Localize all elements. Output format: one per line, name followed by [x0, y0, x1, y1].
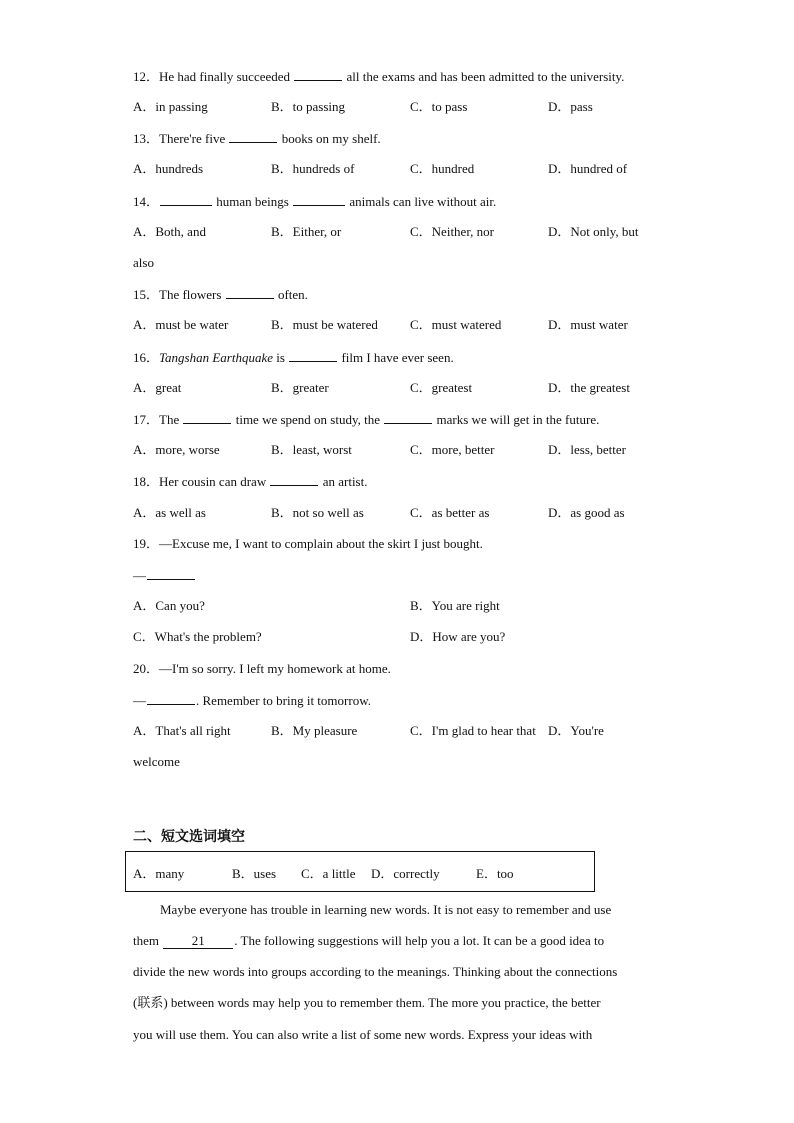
word-option-c: C．a little [301, 866, 356, 881]
question-text: all the exams and has been admitted to the university. [346, 69, 625, 84]
option-c[interactable]: C．must watered [410, 317, 502, 332]
option-c[interactable]: C．greatest [410, 380, 473, 395]
option-d[interactable]: D．the greatest [548, 380, 630, 395]
passage-line: Maybe everyone has trouble in learning new words. It is not easy to remember and use [160, 902, 612, 917]
question-20: 20．—I'm so sorry. I left my homework at home. [133, 661, 391, 676]
option-a[interactable]: A．hundreds [133, 161, 204, 176]
option-d[interactable]: D．How are you? [410, 629, 506, 644]
option-a[interactable]: A．in passing [133, 99, 208, 114]
option-a[interactable]: A．more, worse [133, 442, 220, 457]
dash: — [133, 693, 146, 708]
word-option-d: D．correctly [371, 866, 440, 881]
passage-line: you will use them. You can also write a list of some new words. Express your ideas with [133, 1027, 593, 1042]
option-d[interactable]: D．as good as [548, 505, 625, 520]
option-a[interactable]: A．That's all right [133, 723, 231, 738]
word-bank [125, 851, 595, 892]
question-text: 18．Her cousin can draw [133, 474, 267, 489]
option-d[interactable]: D．pass [548, 99, 593, 114]
section-title: 二、短文选词填空 [133, 829, 245, 845]
answer-blank[interactable] [226, 286, 274, 299]
option-c[interactable]: C．more, better [410, 442, 495, 457]
option-b[interactable]: B．least, worst [271, 442, 352, 457]
question-text: books on my shelf. [281, 131, 381, 146]
answer-blank[interactable] [183, 411, 231, 424]
answer-blank[interactable] [289, 349, 337, 362]
passage-text: them [133, 933, 159, 948]
option-c[interactable]: C．What's the problem? [133, 629, 262, 644]
passage-line [133, 933, 663, 949]
word-option-b: B．uses [232, 866, 277, 881]
option-c[interactable]: C．Neither, nor [410, 224, 494, 239]
option-b[interactable]: B．greater [271, 380, 329, 395]
question-13 [133, 130, 381, 147]
question-12 [133, 68, 624, 85]
option-c[interactable]: C．hundred [410, 161, 475, 176]
answer-blank[interactable] [147, 692, 195, 705]
option-b[interactable]: B．My pleasure [271, 723, 358, 738]
option-b[interactable]: B．must be watered [271, 317, 378, 332]
option-c[interactable]: C．I'm glad to hear that [410, 723, 536, 738]
question-text: 17．The [133, 412, 180, 427]
answer-blank[interactable] [147, 567, 195, 580]
question-18 [133, 473, 367, 490]
option-b[interactable]: B．Either, or [271, 224, 342, 239]
question-number: 16． [133, 350, 160, 365]
option-b[interactable]: B．You are right [410, 598, 500, 613]
question-text: marks we will get in the future. [436, 412, 600, 427]
word-option-a: A．many [133, 866, 185, 881]
film-title: Tangshan Earthquake [159, 350, 274, 365]
question-20-reply [133, 692, 371, 709]
option-a[interactable]: A．great [133, 380, 182, 395]
question-19-reply [133, 567, 196, 584]
option-b[interactable]: B．hundreds of [271, 161, 355, 176]
answer-blank[interactable] [293, 193, 345, 206]
option-b[interactable]: B．to passing [271, 99, 346, 114]
option-b[interactable]: B．not so well as [271, 505, 364, 520]
question-text: an artist. [322, 474, 368, 489]
option-d[interactable]: D．You're [548, 723, 604, 738]
question-text: time we spend on study, the [235, 412, 381, 427]
option-d-wrap: also [133, 255, 154, 270]
answer-blank[interactable] [294, 68, 342, 81]
question-15 [133, 286, 308, 303]
passage-line: divide the new words into groups according to the meanings. Thinking about the connections [133, 964, 618, 979]
option-d[interactable]: D．less, better [548, 442, 626, 457]
question-text: 12．He had finally succeeded [133, 69, 291, 84]
question-text: animals can live without air. [349, 194, 497, 209]
option-d[interactable]: D．Not only, but [548, 224, 639, 239]
question-text: human beings [216, 194, 289, 209]
question-text: is [276, 350, 285, 365]
question-19: 19．—Excuse me, I want to complain about the skirt I just bought. [133, 536, 483, 551]
question-text: often. [277, 287, 308, 302]
question-number: 14． [133, 194, 160, 209]
answer-blank-21[interactable]: 21 [163, 934, 233, 949]
passage-line: (联系) between words may help you to remember them. The more you practice, the better [133, 995, 601, 1010]
question-text: 13．There're five [133, 131, 226, 146]
option-a[interactable]: A．Can you? [133, 598, 205, 613]
answer-blank[interactable] [229, 130, 277, 143]
option-a[interactable]: A．as well as [133, 505, 206, 520]
question-text: film I have ever seen. [341, 350, 454, 365]
word-option-e: E．too [476, 866, 514, 881]
option-d-wrap: welcome [133, 754, 180, 769]
option-d[interactable]: D．hundred of [548, 161, 628, 176]
answer-blank[interactable] [160, 193, 212, 206]
passage-text: . The following suggestions will help you a lot. It can be a good idea to [234, 933, 605, 948]
question-text: . Remember to bring it tomorrow. [196, 693, 371, 708]
question-14 [133, 193, 496, 210]
option-c[interactable]: C．as better as [410, 505, 490, 520]
option-a[interactable]: A．must be water [133, 317, 229, 332]
question-16 [133, 349, 454, 366]
option-c[interactable]: C．to pass [410, 99, 468, 114]
question-17 [133, 411, 599, 428]
answer-blank[interactable] [384, 411, 432, 424]
option-a[interactable]: A．Both, and [133, 224, 206, 239]
question-text: 15．The flowers [133, 287, 222, 302]
option-d[interactable]: D．must water [548, 317, 628, 332]
dash: — [133, 568, 146, 583]
answer-blank[interactable] [270, 473, 318, 486]
